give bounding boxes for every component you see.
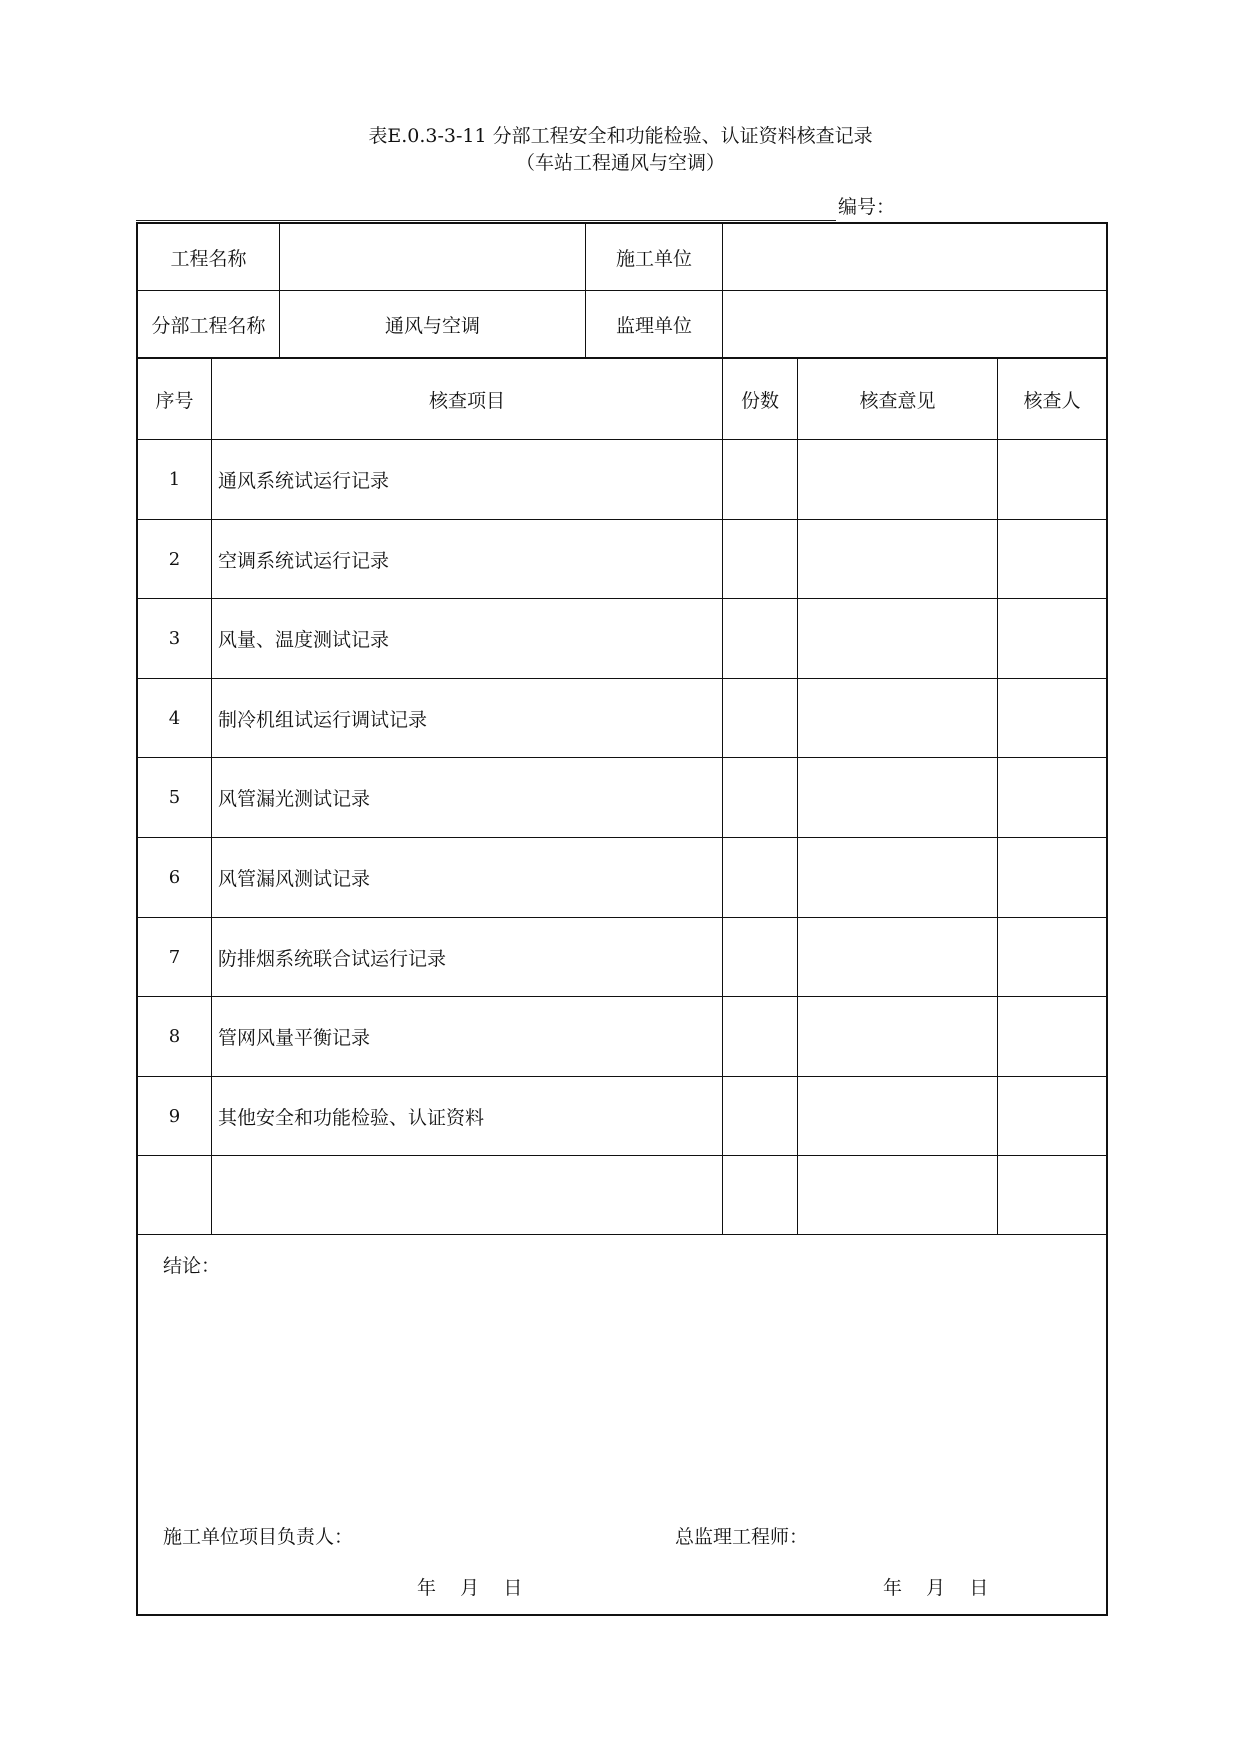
construction-unit-value[interactable]	[723, 224, 1106, 290]
row-item: 风管漏风测试记录	[218, 868, 371, 890]
row-no: 4	[168, 707, 181, 729]
subproject-value[interactable]: 通风与空调	[384, 314, 480, 337]
row-checker[interactable]	[998, 440, 1106, 519]
row-copies[interactable]	[723, 520, 797, 598]
row-opinion[interactable]	[798, 440, 997, 519]
row-checker[interactable]	[998, 997, 1106, 1076]
code-label: 编号：	[838, 196, 896, 218]
row-copies[interactable]	[723, 679, 797, 757]
row-checker[interactable]	[998, 758, 1106, 837]
row-checker[interactable]	[998, 1077, 1106, 1155]
row-copies[interactable]	[723, 997, 797, 1076]
date-right: 年 月 日	[883, 1577, 989, 1599]
row-opinion[interactable]	[798, 997, 997, 1076]
column-header-no: 序号	[155, 389, 194, 412]
supervision-unit-value[interactable]	[723, 291, 1106, 357]
row-no: 5	[168, 787, 181, 808]
row-copies[interactable]	[723, 758, 797, 837]
row-item: 通风系统试运行记录	[218, 470, 390, 492]
column-header-opinion: 核查意见	[859, 389, 936, 412]
column-header-checker: 核查人	[1023, 389, 1081, 412]
row-checker[interactable]	[998, 679, 1106, 757]
row-item: 管网风量平衡记录	[218, 1027, 371, 1049]
row-opinion[interactable]	[798, 679, 997, 757]
conclusion-label: 结论：	[163, 1255, 221, 1277]
row-copies[interactable]	[723, 440, 797, 519]
code-underline	[136, 220, 836, 221]
row-opinion[interactable]	[798, 918, 997, 996]
row-no: 7	[168, 946, 181, 968]
chief-supervisor-label: 总监理工程师：	[675, 1526, 809, 1548]
row-opinion[interactable]	[798, 599, 997, 678]
row-copies[interactable]	[723, 838, 797, 917]
row-checker[interactable]	[998, 599, 1106, 678]
row-checker[interactable]	[998, 838, 1106, 917]
row-item: 风量、温度测试记录	[218, 629, 390, 651]
row-opinion[interactable]	[798, 758, 997, 837]
project-name-value[interactable]	[280, 224, 585, 290]
supervision-unit-label: 监理单位	[615, 314, 692, 337]
row-checker[interactable]	[998, 520, 1106, 598]
column-header-item: 核查项目	[428, 389, 505, 412]
record-form	[136, 222, 1108, 1616]
date-left: 年 月 日	[417, 1577, 523, 1599]
row-no: 8	[168, 1026, 181, 1047]
row-opinion[interactable]	[798, 520, 997, 598]
construction-unit-label: 施工单位	[615, 247, 692, 270]
construction-manager-label: 施工单位项目负责人：	[163, 1526, 354, 1548]
document-title: 表E.0.3-3-11 分部工程安全和功能检验、认证资料核查记录	[368, 125, 873, 147]
project-name-label: 工程名称	[170, 247, 247, 270]
document-subtitle: （车站工程通风与空调）	[515, 152, 725, 174]
row-opinion[interactable]	[798, 1077, 997, 1155]
row-copies[interactable]	[723, 1077, 797, 1155]
table-bottom-line	[138, 1234, 1106, 1235]
column-header-copies: 份数	[740, 389, 779, 412]
row-no: 9	[168, 1105, 181, 1127]
row-item: 风管漏光测试记录	[218, 788, 371, 810]
row-copies[interactable]	[723, 1156, 797, 1234]
row-item: 其他安全和功能检验、认证资料	[218, 1106, 485, 1129]
row-opinion[interactable]	[798, 838, 997, 917]
row-no: 6	[168, 867, 181, 888]
row-copies[interactable]	[723, 918, 797, 996]
row-no	[138, 1156, 211, 1234]
subproject-label: 分部工程名称	[151, 314, 266, 337]
row-item: 空调系统试运行记录	[218, 549, 390, 572]
row-checker[interactable]	[998, 1156, 1106, 1234]
row-no: 2	[168, 548, 181, 570]
row-item: 制冷机组试运行调试记录	[218, 708, 428, 731]
row-item: 防排烟系统联合试运行记录	[218, 947, 447, 970]
row-item	[212, 1156, 722, 1234]
row-no: 1	[168, 469, 181, 490]
row-checker[interactable]	[998, 918, 1106, 996]
row-opinion[interactable]	[798, 1156, 997, 1234]
row-no: 3	[168, 628, 181, 649]
row-copies[interactable]	[723, 599, 797, 678]
